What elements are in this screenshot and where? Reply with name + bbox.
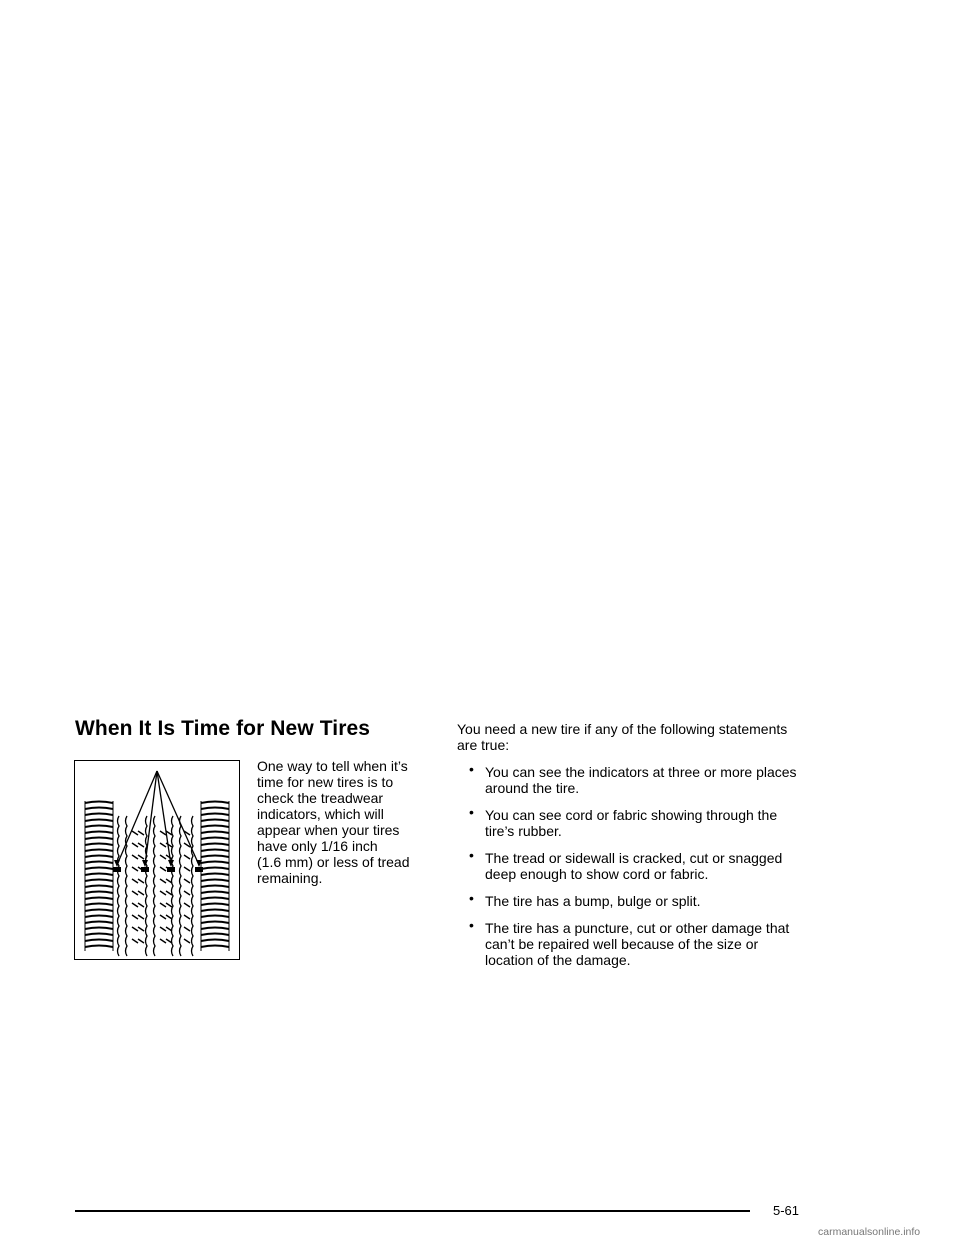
tread-sipe xyxy=(184,915,190,919)
intro-line: (1.6 mm) or less of tread xyxy=(257,854,410,870)
tread-groove xyxy=(192,816,194,956)
shoulder-block xyxy=(85,808,113,810)
shoulder-block xyxy=(201,886,229,888)
tread-sipe xyxy=(138,915,144,919)
tread-sipe xyxy=(138,855,144,859)
shoulder-block xyxy=(201,940,229,942)
tread-sipe xyxy=(160,927,166,931)
shoulder-block xyxy=(201,946,229,948)
list-item xyxy=(457,804,817,839)
tread-sipe xyxy=(138,879,144,883)
tread-sipe xyxy=(184,903,190,907)
shoulder-block xyxy=(201,844,229,846)
tread-sipe xyxy=(138,843,144,847)
lead-line: You need a new tire if any of the following statements xyxy=(457,721,788,737)
shoulder-block xyxy=(201,928,229,930)
list-item-line: deep enough to show cord or fabric. xyxy=(485,866,709,882)
tread-wear-figure xyxy=(74,760,240,960)
tread-sipe xyxy=(166,843,172,847)
tread-sipe xyxy=(160,843,166,847)
wear-indicator-block xyxy=(141,867,149,872)
tread-sipe xyxy=(160,867,166,871)
tread-groove xyxy=(126,816,128,956)
list-item-line: The tire has a bump, bulge or split. xyxy=(485,893,701,909)
list-item-line: The tread or sidewall is cracked, cut or snagged xyxy=(485,850,783,866)
shoulder-block xyxy=(201,802,229,804)
tread-groove xyxy=(118,816,120,956)
shoulder-block xyxy=(201,874,229,876)
shoulder-block xyxy=(201,922,229,924)
tread-groove xyxy=(180,816,182,956)
shoulder-block xyxy=(201,904,229,906)
tread-sipe xyxy=(184,855,190,859)
list-item-line: tire’s rubber. xyxy=(485,823,562,839)
tread-sipe xyxy=(160,903,166,907)
tread-sipe xyxy=(138,939,144,943)
bullet-icon: • xyxy=(469,917,474,933)
shoulder-block xyxy=(201,880,229,882)
list-item-line: You can see the indicators at three or more places xyxy=(485,764,797,780)
tread-sipe xyxy=(184,891,190,895)
section-heading: When It Is Time for New Tires xyxy=(75,717,371,740)
tread-sipe xyxy=(160,891,166,895)
shoulder-block xyxy=(85,862,113,864)
intro-line: One way to tell when it’s xyxy=(257,758,408,774)
tread-sipe xyxy=(160,879,166,883)
shoulder-block xyxy=(85,832,113,834)
shoulder-block xyxy=(85,856,113,858)
shoulder-block xyxy=(201,838,229,840)
shoulder-block xyxy=(85,880,113,882)
tread-sipe xyxy=(132,843,138,847)
bullet-icon: • xyxy=(469,890,474,906)
list-item xyxy=(457,890,817,909)
list-item-line: The tire has a puncture, cut or other damage that xyxy=(485,920,790,936)
replacement-criteria xyxy=(457,721,817,968)
shoulder-block xyxy=(201,814,229,816)
lead-line: are true: xyxy=(457,737,510,753)
tread-sipe xyxy=(132,831,138,835)
shoulder-block xyxy=(85,868,113,870)
shoulder-block xyxy=(85,820,113,822)
tread-sipe xyxy=(132,927,138,931)
list-item-line: can’t be repaired well because of the size or xyxy=(485,936,759,952)
shoulder-block xyxy=(85,850,113,852)
list-item xyxy=(457,761,817,796)
tread-groove xyxy=(146,816,148,956)
shoulder-block xyxy=(201,862,229,864)
shoulder-block xyxy=(201,850,229,852)
shoulder-block xyxy=(85,826,113,828)
intro-line: remaining. xyxy=(257,870,323,886)
tread-sipe xyxy=(132,891,138,895)
shoulder-block xyxy=(85,928,113,930)
shoulder-block xyxy=(85,910,113,912)
tread-groove xyxy=(172,816,174,956)
tread-sipe xyxy=(184,927,190,931)
shoulder-block xyxy=(85,838,113,840)
shoulder-block xyxy=(85,922,113,924)
lead-paragraph xyxy=(457,721,817,753)
shoulder-block xyxy=(85,814,113,816)
tread-sipe xyxy=(132,939,138,943)
tread-sipe xyxy=(138,891,144,895)
shoulder-block xyxy=(85,904,113,906)
tread-sipe xyxy=(138,927,144,931)
watermark: carmanualsonline.info xyxy=(818,1226,921,1238)
shoulder-block xyxy=(201,856,229,858)
tread-sipe xyxy=(184,867,190,871)
shoulder-block xyxy=(85,874,113,876)
shoulder-block xyxy=(85,886,113,888)
tread-sipe xyxy=(166,915,172,919)
tread-groove xyxy=(154,816,156,956)
tire-tread-wear-indicator-illustration xyxy=(75,761,238,958)
intro-line: time for new tires is to xyxy=(257,774,394,790)
intro-line: have only 1/16 inch xyxy=(257,838,378,854)
shoulder-block xyxy=(201,820,229,822)
tread-sipe xyxy=(184,939,190,943)
shoulder-block xyxy=(85,940,113,942)
tread-sipe xyxy=(132,855,138,859)
tread-sipe xyxy=(132,903,138,907)
shoulder-block xyxy=(85,844,113,846)
tread-sipe xyxy=(132,879,138,883)
tread-sipe xyxy=(184,879,190,883)
page-number: 5-61 xyxy=(773,1203,800,1218)
shoulder-block xyxy=(85,934,113,936)
list-item xyxy=(457,917,817,968)
bullet-icon: • xyxy=(469,804,474,820)
tread-sipe xyxy=(160,939,166,943)
intro-line: appear when your tires xyxy=(257,822,400,838)
shoulder-block xyxy=(85,892,113,894)
shoulder-block xyxy=(85,898,113,900)
shoulder-block xyxy=(85,916,113,918)
tread-sipe xyxy=(160,915,166,919)
shoulder-block xyxy=(201,892,229,894)
intro-line: check the treadwear xyxy=(257,790,384,806)
shoulder-block xyxy=(201,916,229,918)
shoulder-block xyxy=(85,946,113,948)
intro-line: indicators, which will xyxy=(257,806,384,822)
tread-sipe xyxy=(166,903,172,907)
list-item-line: You can see cord or fabric showing through the xyxy=(485,807,778,823)
shoulder-block xyxy=(85,802,113,804)
shoulder-block xyxy=(201,826,229,828)
wear-indicator-block xyxy=(195,867,203,872)
intro-paragraph xyxy=(257,758,432,886)
shoulder-block xyxy=(201,898,229,900)
tread-sipe xyxy=(138,831,144,835)
tread-sipe xyxy=(138,903,144,907)
footer-rule xyxy=(75,1210,750,1212)
shoulder-block xyxy=(201,808,229,810)
bullet-icon: • xyxy=(469,847,474,863)
shoulder-block xyxy=(201,934,229,936)
list-item-line: around the tire. xyxy=(485,780,580,796)
tread-sipe xyxy=(160,855,166,859)
shoulder-block xyxy=(201,832,229,834)
tread-sipe xyxy=(132,867,138,871)
tread-sipe xyxy=(160,831,166,835)
shoulder-block xyxy=(201,868,229,870)
shoulder-block xyxy=(201,910,229,912)
list-item-line: location of the damage. xyxy=(485,952,631,968)
criteria-list xyxy=(457,761,817,968)
list-item xyxy=(457,847,817,882)
wear-indicator-block xyxy=(113,867,121,872)
bullet-icon: • xyxy=(469,761,474,777)
wear-indicator-block xyxy=(167,867,175,872)
tread-sipe xyxy=(132,915,138,919)
